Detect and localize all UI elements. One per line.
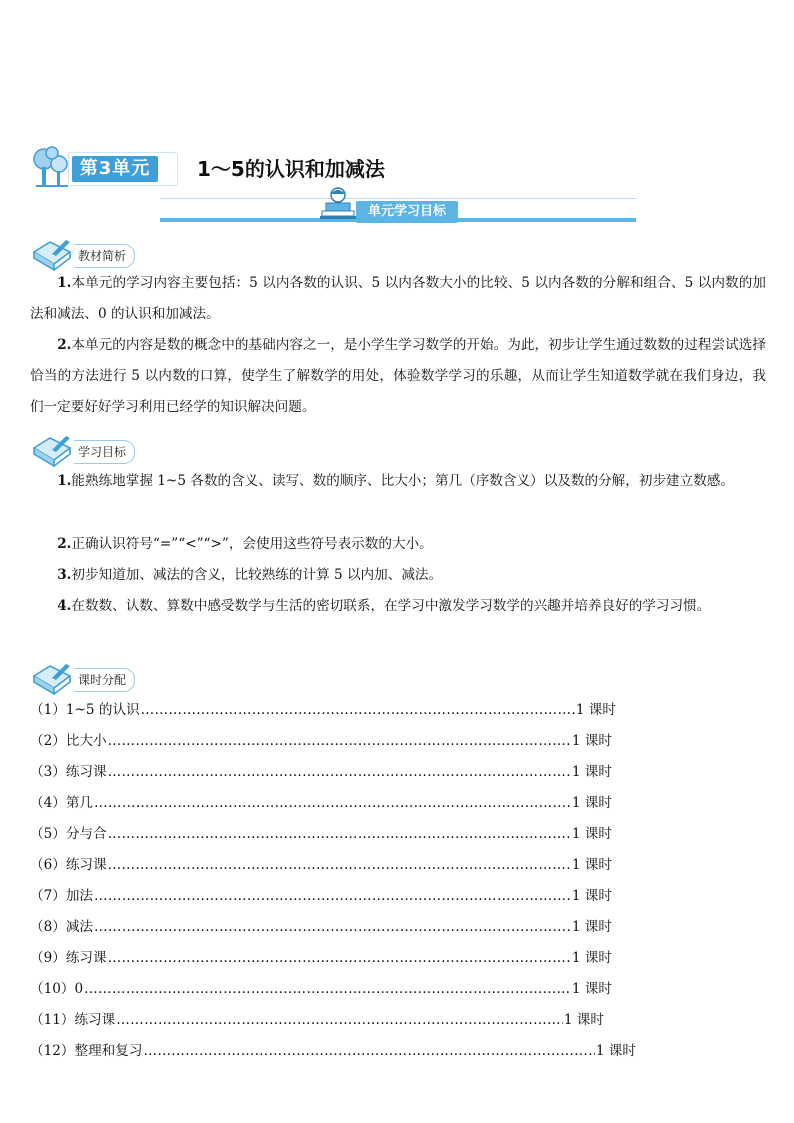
schedule-row	[30, 974, 612, 1005]
schedule-row	[30, 881, 612, 912]
lesson-name: （6）练习课	[30, 857, 107, 873]
leader-dots	[94, 881, 571, 912]
lesson-name: （12）整理和复习	[30, 1043, 143, 1059]
schedule-row	[30, 788, 612, 819]
lesson-hours: 1 课时	[595, 1043, 636, 1059]
schedule-row	[30, 757, 612, 788]
leader-dots	[84, 974, 571, 1005]
schedule-row	[30, 912, 612, 943]
goal-text: 能熟练地掌握 1~5 各数的含义、读写、数的顺序、比大小；第几（序数含义）以及数的分解，初步建立数感。	[71, 473, 735, 489]
schedule-row	[30, 850, 612, 881]
leader-dots	[94, 788, 571, 819]
pen-notebook-icon	[30, 660, 78, 696]
pen-notebook-icon	[30, 432, 78, 468]
goal-text: 在数数、认数、算数中感受数学与生活的密切联系，在学习中激发学习数学的兴趣并培养良好的学习习惯。	[71, 598, 711, 614]
lesson-hours: 1 课时	[571, 764, 612, 780]
banner-title: 单元学习目标	[356, 201, 458, 223]
leader-dots	[141, 695, 575, 726]
paragraph-number: 1.	[57, 275, 72, 291]
leader-dots	[108, 819, 571, 850]
lesson-hours: 1 课时	[575, 702, 616, 718]
section-tag-learning-goals	[30, 432, 160, 468]
lesson-name: （3）练习课	[30, 764, 107, 780]
leader-dots	[108, 850, 571, 881]
lesson-name: （8）减法	[30, 919, 94, 935]
goal-number: 2.	[57, 536, 72, 552]
lesson-name: （2）比大小	[30, 733, 107, 749]
unit-badge: 第3单元	[72, 156, 158, 182]
schedule-row	[30, 819, 612, 850]
lesson-hours: 1 课时	[571, 919, 612, 935]
schedule-row	[30, 695, 616, 726]
schedule-row	[30, 1036, 636, 1067]
leader-dots	[143, 1036, 594, 1067]
section-label: 学习目标	[74, 440, 135, 464]
lesson-hours: 1 课时	[571, 733, 612, 749]
lesson-hours: 1 课时	[571, 857, 612, 873]
goal-number: 1.	[57, 473, 72, 489]
analysis-paragraph-2	[30, 330, 766, 423]
paragraph-number: 2.	[57, 337, 72, 353]
goal-item-4	[30, 591, 766, 622]
lesson-hours: 1 课时	[571, 888, 612, 904]
leader-dots	[108, 726, 571, 757]
paragraph-text: 本单元的学习内容主要包括：5 以内各数的认识、5 以内各数大小的比较、5 以内各数的分解和组合、5 以内数的加法和减法、0 的认识和加减法。	[30, 275, 766, 322]
goal-text: 正确认识符号“=”“<”“>”，会使用这些符号表示数的大小。	[71, 536, 433, 552]
lesson-hours: 1 课时	[563, 1012, 604, 1028]
schedule-row	[30, 943, 612, 974]
pen-notebook-icon	[30, 236, 78, 272]
leader-dots	[116, 1005, 563, 1036]
student-reading-icon	[318, 186, 358, 220]
lesson-name: （7）加法	[30, 888, 94, 904]
lesson-name: （10）0	[30, 981, 84, 997]
unit-title: 1～5的认识和加减法	[197, 157, 385, 181]
section-tag-textbook-analysis	[30, 236, 160, 272]
leader-dots	[94, 912, 571, 943]
section-tag-schedule	[30, 660, 160, 696]
goal-text: 初步知道加、减法的含义，比较熟练的计算 5 以内加、减法。	[71, 567, 443, 583]
goal-item-3	[30, 560, 766, 591]
lesson-name: （1）1~5 的认识	[30, 702, 140, 718]
schedule-row	[30, 1005, 604, 1036]
lesson-hours: 1 课时	[571, 795, 612, 811]
lesson-name: （9）练习课	[30, 950, 107, 966]
section-label: 课时分配	[74, 668, 135, 692]
analysis-paragraph-1	[30, 268, 766, 330]
leader-dots	[108, 943, 571, 974]
paragraph-text: 本单元的内容是数的概念中的基础内容之一，是小学生学习数学的开始。为此，初步让学生通过数数的过程尝试选择恰当的方法进行 5 以内数的口算，使学生了解数学的用处，体验数学学习的乐趣，从而让学生知道数学就在我们身边，我们一定要好好学习利用已经学的知识解决问题。	[30, 337, 766, 415]
goal-item-2	[30, 529, 766, 560]
goal-number: 4.	[57, 598, 72, 614]
lesson-name: （5）分与合	[30, 826, 107, 842]
banner-rule-top	[160, 198, 636, 199]
goal-number: 3.	[57, 567, 72, 583]
lesson-hours: 1 课时	[571, 826, 612, 842]
lesson-name: （11）练习课	[30, 1012, 116, 1028]
lesson-hours: 1 课时	[571, 981, 612, 997]
lesson-hours: 1 课时	[571, 950, 612, 966]
goal-item-1	[30, 466, 766, 497]
leader-dots	[108, 757, 571, 788]
schedule-row	[30, 726, 612, 757]
lesson-name: （4）第几	[30, 795, 94, 811]
section-label: 教材简析	[74, 244, 135, 268]
